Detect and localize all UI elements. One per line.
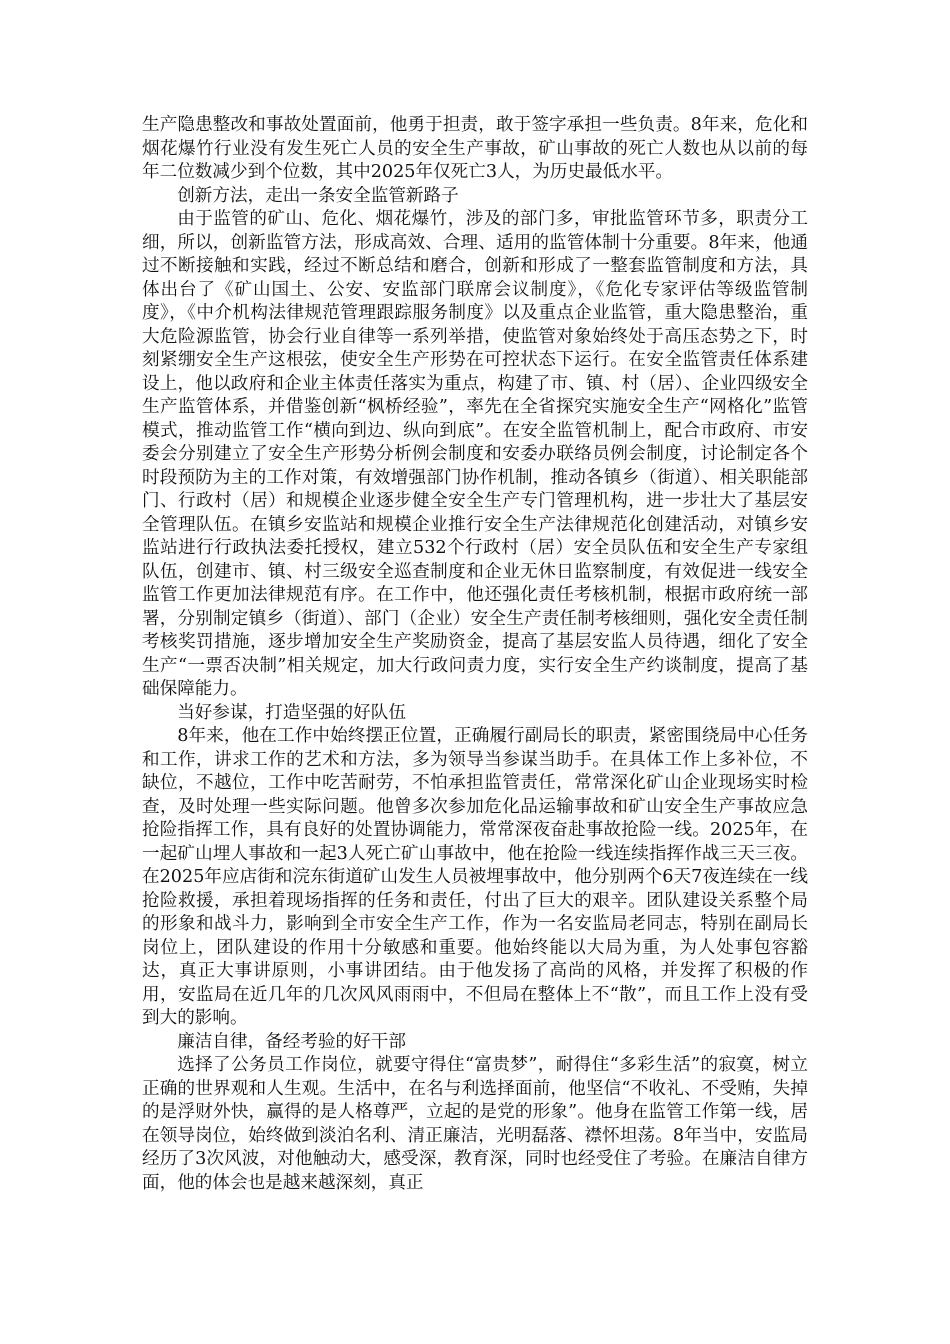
paragraph-intro-continuation: 生产隐患整改和事故处置面前，他勇于担责，敢于签字承担一些负责。8年来，危化和烟花爆竹行业没有发生死亡人员的安全生产事故，矿山事故的死亡人数也从以前的每年二位数减少到个位数，其中2025年仅死亡3人，为历史最低水平。 [142, 115, 808, 182]
section-heading-integrity: 廉洁自律，备经考验的好干部 [177, 1031, 406, 1052]
paragraph-integrity: 选择了公务员工作岗位，就要守得住“富贵梦”，耐得住“多彩生活”的寂寞，树立正确的世界观和人生观。生活中，在名与利选择面前，他坚信“不收礼、不受贿，失掉的是浮财外快，赢得的是人格尊严，立起的是党的形象”。他身在监管工作第一线，居在领导岗位，始终做到淡泊名利、清正廉洁，光明磊落、襟怀坦荡。8年当中，安监局经历了3次风波，对他触动大，感受深，教育深，同时也经受住了考验。在廉洁自律方面，他的体会也是越来越深刻，真正 [142, 1055, 808, 1193]
document-page [142, 114, 808, 1195]
paragraph-innovation: 由于监管的矿山、危化、烟花爆竹，涉及的部门多，审批监管环节多，职责分工细，所以，创新监管方法，形成高效、合理、适用的监管体制十分重要。8年来，他通过不断接触和实践，经过不断总结和磨合，创新和形成了一整套监管制度和方法，具体出台了《矿山国土、公安、安监部门联席会议制度》，《危化专家评估等级监管制度》，《中介机构法律规范管理跟踪服务制度》以及重点企业监管，重大隐患整治，重大危险源监管，协会行业自律等一系列举措，使监管对象始终处于高压态势之下，时刻紧绷安全生产这根弦，使安全生产形势在可控状态下运行。在安全监管责任体系建设上，他以政府和企业主体责任落实为重点，构建了市、镇、村（居）、企业四级安全生产监管体系，并借鉴创新“枫桥经验”，率先在全省探究实施安全生产“网格化”监管模式，推动监管工作“横向到边、纵向到底”。在安全监管机制上，配合市政府、市安委会分别建立了安全生产形势分析例会制度和安委办联络员例会制度，讨论制定各个时段预防为主的工作对策，有效增强部门协作机制，推动各镇乡（街道）、相关职能部门、行政村（居）和规模企业逐步健全安全生产专门管理机构，进一步壮大了基层安全管理队伍。在镇乡安监站和规模企业推行安全生产法律规范化创建活动，对镇乡安监站进行行政执法委托授权，建立532个行政村（居）安全员队伍和安全生产专家组队伍，创建市、镇、村三级安全巡查制度和企业无休日监察制度，有效促进一线安全监管工作更加法律规范有序。在工作中，他还强化责任考核机制，根据市政府统一部署，分别制定镇乡（街道）、部门（企业）安全生产责任制考核细则，强化安全责任制考核奖罚措施，逐步增加安全生产奖励资金，提高了基层安监人员待遇，细化了安全生产“一票否决制”相关规定，加大行政问责力度，实行安全生产约谈制度，提高了基础保障能力。 [142, 209, 808, 699]
section-heading-team: 当好参谋，打造坚强的好队伍 [177, 702, 406, 723]
section-heading-innovation: 创新方法，走出一条安全监管新路子 [177, 185, 459, 206]
paragraph-team: 8年来，他在工作中始终摆正位置，正确履行副局长的职责，紧密围绕局中心任务和工作，讲求工作的艺术和方法，多为领导当参谋当助手。在具体工作上多补位，不缺位，不越位，工作中吃苦耐劳，不怕承担监管责任，常常深化矿山企业现场实时检查，及时处理一些实际问题。他曾多次参加危化品运输事故和矿山安全生产事故应急抢险指挥工作，具有良好的处置协调能力，常常深夜奋赴事故抢险一线。2025年，在一起矿山埋人事故和一起3人死亡矿山事故中，他在抢险一线连续指挥作战三天三夜。在2025年应店街和浣东街道矿山发生人员被埋事故中，他分别两个6天7夜连续在一线抢险救援，承担着现场指挥的任务和责任，付出了巨大的艰辛。团队建设关系整个局的形象和战斗力，影响到全市安全生产工作，作为一名安监局老同志，特别在副局长岗位上，团队建设的作用十分敏感和重要。他始终能以大局为重，为人处事包容豁达，真正大事讲原则，小事讲团结。由于他发扬了高尚的风格，并发挥了积极的作用，安监局在近几年的几次风风雨雨中，不但局在整体上不“散”，而且工作上没有受到大的影响。 [142, 726, 808, 1028]
